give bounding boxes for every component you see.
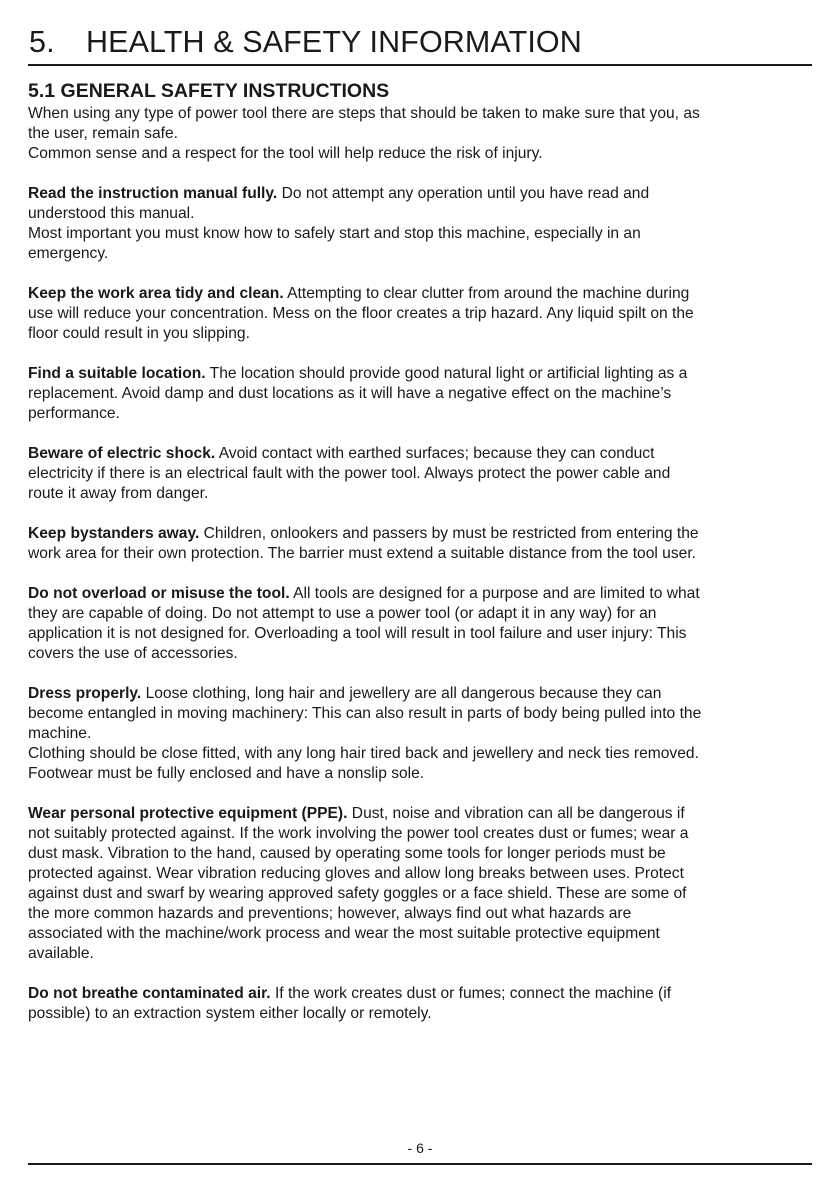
header-divider bbox=[28, 64, 812, 66]
instruction-text: become entangled in moving machinery: This can also result in parts of body being pulled into the bbox=[28, 705, 702, 722]
section-title-text: HEALTH & SAFETY INFORMATION bbox=[86, 25, 582, 59]
instruction-electric-shock bbox=[28, 444, 814, 504]
instruction-text: work area for their own protection. The barrier must extend a suitable distance from the tool user. bbox=[28, 545, 696, 562]
instruction-heading: Find a suitable location. bbox=[28, 365, 206, 382]
instruction-read-manual bbox=[28, 184, 814, 264]
instruction-text: machine. bbox=[28, 725, 92, 742]
section-title bbox=[29, 22, 582, 62]
instruction-text: replacement. Avoid damp and dust locations as it will have a negative effect on the machine’s bbox=[28, 385, 672, 402]
instruction-text: The location should provide good natural light or artificial lighting as a bbox=[205, 365, 688, 382]
instruction-text: Avoid contact with earthed surfaces; because they can conduct bbox=[215, 445, 655, 462]
instruction-text: covers the use of accessories. bbox=[28, 645, 238, 662]
instruction-text: Clothing should be close fitted, with any long hair tired back and jewellery and neck ties removed. bbox=[28, 745, 699, 762]
instruction-heading: Wear personal protective equipment (PPE). bbox=[28, 805, 348, 822]
instruction-heading: Do not overload or misuse the tool. bbox=[28, 585, 290, 602]
instruction-heading: Read the instruction manual fully. bbox=[28, 185, 278, 202]
instruction-text: electricity if there is an electrical fault with the power tool. Always protect the power cable and bbox=[28, 465, 671, 482]
footer-divider bbox=[28, 1163, 812, 1165]
intro-line: When using any type of power tool there are steps that should be taken to make sure that you, as bbox=[28, 105, 700, 122]
instruction-heading: Keep the work area tidy and clean. bbox=[28, 285, 284, 302]
instruction-text: protected against. Wear vibration reducing gloves and allow long breaks between uses. Protect bbox=[28, 865, 684, 882]
instruction-text: If the work creates dust or fumes; connect the machine (if bbox=[270, 985, 672, 1002]
instruction-text: possible) to an extraction system either locally or remotely. bbox=[28, 1005, 432, 1022]
instruction-text: available. bbox=[28, 945, 94, 962]
instruction-text: Loose clothing, long hair and jewellery are all dangerous because they can bbox=[141, 685, 662, 702]
instruction-text: Footwear must be fully enclosed and have a nonslip sole. bbox=[28, 765, 425, 782]
instruction-dress bbox=[28, 684, 814, 784]
page-number: - 6 - bbox=[407, 1140, 433, 1156]
page-body bbox=[28, 78, 814, 1044]
intro-paragraph bbox=[28, 104, 814, 164]
instruction-ppe bbox=[28, 804, 814, 964]
instruction-heading: Dress properly. bbox=[28, 685, 142, 702]
instruction-contaminated-air bbox=[28, 984, 814, 1024]
instruction-text: Most important you must know how to safely start and stop this machine, especially in an bbox=[28, 225, 641, 242]
instruction-text: use will reduce your concentration. Mess on the floor creates a trip hazard. Any liquid spilt on the bbox=[28, 305, 694, 322]
instruction-text: route it away from danger. bbox=[28, 485, 209, 502]
instruction-text: against dust and swarf by wearing approved safety goggles or a face shield. These are some of bbox=[28, 885, 687, 902]
instruction-text: they are capable of doing. Do not attempt to use a power tool (or adapt it in any way) for an bbox=[28, 605, 657, 622]
instruction-text: floor could result in you slipping. bbox=[28, 325, 250, 342]
instruction-overload bbox=[28, 584, 814, 664]
instruction-heading: Keep bystanders away. bbox=[28, 525, 200, 542]
instruction-text: emergency. bbox=[28, 245, 109, 262]
instruction-text: Do not attempt any operation until you have read and bbox=[277, 185, 650, 202]
instruction-heading: Beware of electric shock. bbox=[28, 445, 216, 462]
instruction-text: dust mask. Vibration to the hand, caused by operating some tools for longer periods must be bbox=[28, 845, 666, 862]
instruction-text: the more common hazards and preventions; however, always find out what hazards are bbox=[28, 905, 632, 922]
instruction-text: application it is not designed for. Overloading a tool will result in tool failure and user injury: This bbox=[28, 625, 687, 642]
instruction-text: Children, onlookers and passers by must be restricted from entering the bbox=[199, 525, 699, 542]
intro-line: Common sense and a respect for the tool will help reduce the risk of injury. bbox=[28, 145, 543, 162]
instruction-bystanders bbox=[28, 524, 814, 564]
instruction-heading: Do not breathe contaminated air. bbox=[28, 985, 271, 1002]
instruction-work-area bbox=[28, 284, 814, 344]
instruction-text: Attempting to clear clutter from around the machine during bbox=[283, 285, 690, 302]
instruction-text: performance. bbox=[28, 405, 120, 422]
intro-line: the user, remain safe. bbox=[28, 125, 178, 142]
instruction-text: All tools are designed for a purpose and are limited to what bbox=[289, 585, 700, 602]
instruction-text: not suitably protected against. If the work involving the power tool creates dust or fumes; wear a bbox=[28, 825, 689, 842]
instruction-location bbox=[28, 364, 814, 424]
instruction-text: associated with the machine/work process and wear the most suitable protective equipment bbox=[28, 925, 660, 942]
instruction-text: Dust, noise and vibration can all be dangerous if bbox=[347, 805, 685, 822]
instruction-text: understood this manual. bbox=[28, 205, 195, 222]
section-number: 5. bbox=[29, 25, 55, 59]
subsection-title: 5.1 GENERAL SAFETY INSTRUCTIONS bbox=[28, 80, 390, 102]
